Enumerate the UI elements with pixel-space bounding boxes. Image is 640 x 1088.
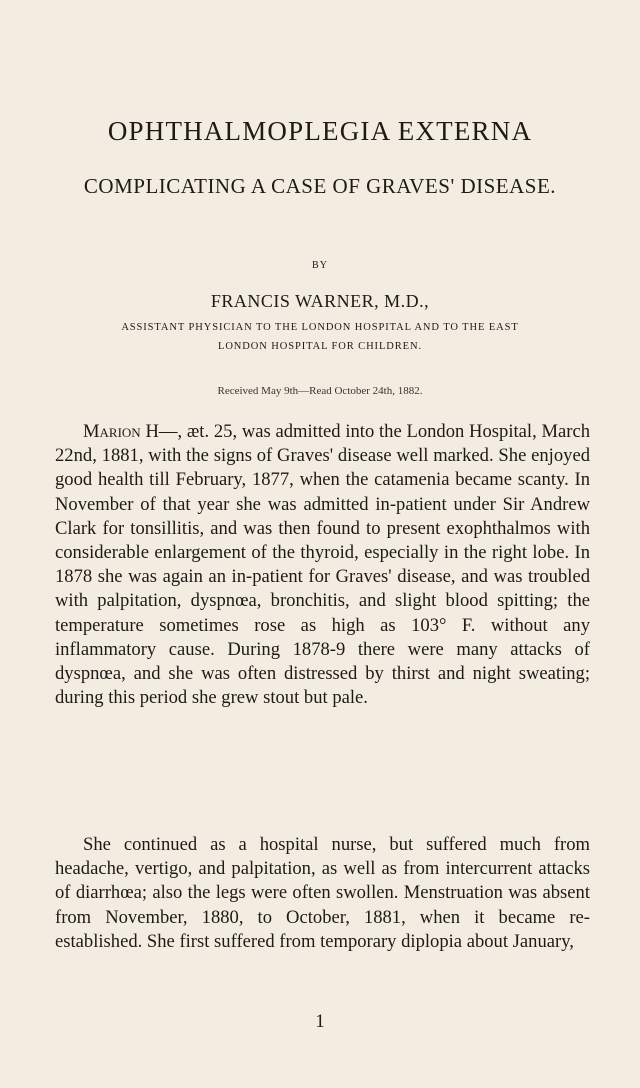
author-affiliation-line-1: ASSISTANT PHYSICIAN TO THE LONDON HOSPITAL AND TO THE EAST — [121, 322, 519, 333]
article-subtitle: COMPLICATING A CASE OF GRAVES' DISEASE. — [83, 174, 557, 198]
article-title: OPHTHALMOPLEGIA EXTERNA — [107, 116, 533, 146]
paragraph-1-text: H—, æt. 25, was admitted into the London Hospital, March 22nd, 1881, with the signs of Graves' disease well marked. She enjoyed good health till February, 1877, when the catamenia became scanty. In November of that year she was admitted in-patient under Sir Andrew Clark for tonsillitis, and was then found to present exophthalmos with considerable enlargement of the thyroid, especially in the right lobe. In 1878 she was again an in-patient for Graves' disease, and was troubled with palpitation, dyspnœa, bronchitis, and slight blood spitting; the temperature sometimes rose as high as 103° F. without any inflammatory cause. During 1878-9 there were many attacks of dyspnœa, and she was often distressed by thirst and night sweating; during this period she grew stout but pale. — [55, 421, 590, 709]
body-paragraph-1 — [55, 420, 590, 710]
paragraph-lead-name: Marion — [83, 421, 141, 442]
page-number: 1 — [315, 1011, 325, 1032]
received-date: Received May 9th—Read October 24th, 1882. — [217, 385, 423, 397]
byline-label: BY — [312, 260, 328, 271]
body-paragraph-2: She continued as a hospital nurse, but suffered much from headache, vertigo, and palpitation, as well as from intercurrent attacks of diarrhœa; also the legs were often swollen. Menstruation was absent from November, 1880, to October, 1881, when it became re-established. She first suffered from temporary diplopia about January, — [55, 834, 590, 952]
author-affiliation-line-2: LONDON HOSPITAL FOR CHILDREN. — [218, 341, 422, 352]
author-name: FRANCIS WARNER, M.D., — [210, 291, 430, 311]
